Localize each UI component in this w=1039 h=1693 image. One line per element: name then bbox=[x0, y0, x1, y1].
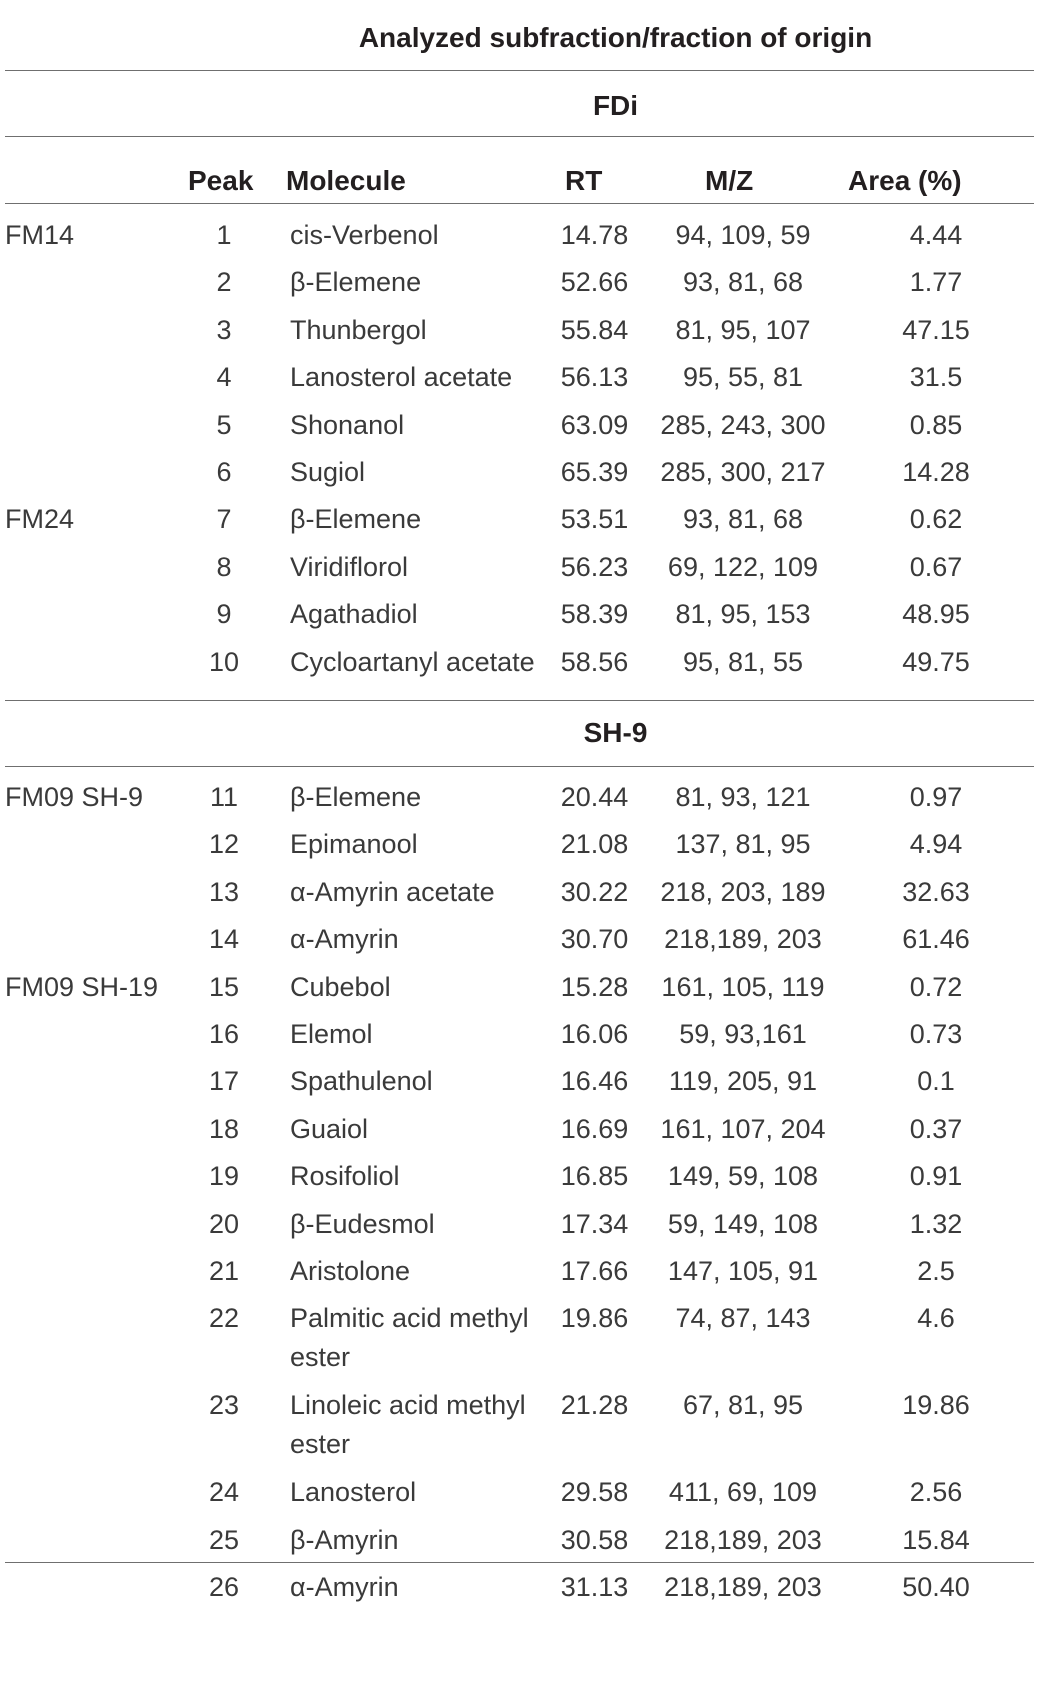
area-cell: 0.85 bbox=[909, 409, 963, 440]
molecule-cell: Aristolone bbox=[290, 1255, 411, 1286]
peak-cell: 24 bbox=[208, 1477, 240, 1508]
rt-cell: 30.70 bbox=[560, 924, 629, 955]
group-cell bbox=[5, 595, 182, 642]
table-row bbox=[5, 1252, 1034, 1299]
rt-cell: 30.22 bbox=[560, 876, 629, 907]
area-cell: 49.75 bbox=[902, 646, 970, 677]
area-cell: 4.6 bbox=[917, 1303, 955, 1334]
group-cell bbox=[5, 1015, 182, 1062]
group-cell bbox=[5, 920, 182, 967]
mz-cell: 285, 300, 217 bbox=[660, 456, 826, 487]
mz-cell: 59, 149, 108 bbox=[667, 1208, 819, 1239]
section-title-sh9: SH-9 bbox=[583, 717, 648, 748]
molecule-cell: Palmitic acid methyl ester bbox=[290, 1303, 529, 1373]
peak-cell: 16 bbox=[208, 1018, 240, 1049]
mz-cell: 81, 95, 107 bbox=[675, 314, 811, 345]
table-row bbox=[5, 263, 1034, 310]
rt-cell: 16.85 bbox=[560, 1161, 629, 1192]
group-cell bbox=[5, 548, 182, 595]
group-cell bbox=[5, 263, 182, 310]
table-row bbox=[5, 406, 1034, 453]
group-cell bbox=[5, 311, 182, 358]
table-row bbox=[5, 825, 1034, 872]
col-header-peak: Peak bbox=[188, 165, 254, 196]
table-row bbox=[5, 1521, 1034, 1568]
area-cell: 0.62 bbox=[909, 504, 963, 535]
peak-cell: 9 bbox=[216, 599, 232, 630]
molecule-cell: α-Amyrin acetate bbox=[290, 876, 495, 907]
mz-cell: 93, 81, 68 bbox=[682, 267, 804, 298]
table-row bbox=[5, 643, 1034, 690]
rt-cell: 17.66 bbox=[560, 1255, 629, 1286]
rt-cell: 63.09 bbox=[560, 409, 629, 440]
area-cell: 2.5 bbox=[917, 1255, 955, 1286]
molecule-cell: Thunbergol bbox=[290, 314, 427, 345]
col-header-rt: RT bbox=[565, 165, 603, 196]
mz-cell: 94, 109, 59 bbox=[675, 220, 811, 250]
table-row bbox=[5, 1062, 1034, 1109]
group-cell: FM09 SH-19 bbox=[5, 971, 159, 1002]
area-cell: 50.40 bbox=[902, 1572, 970, 1603]
mz-cell: 59, 93,161 bbox=[679, 1018, 807, 1049]
molecule-cell: β-Amyrin bbox=[290, 1524, 399, 1555]
rt-cell: 15.28 bbox=[560, 971, 629, 1002]
group-cell bbox=[5, 643, 182, 690]
mz-cell: 74, 87, 143 bbox=[675, 1303, 811, 1334]
area-cell: 2.56 bbox=[909, 1477, 963, 1508]
table-title: Analyzed subfraction/fraction of origin bbox=[358, 22, 873, 53]
group-cell bbox=[5, 825, 182, 872]
molecule-cell: Linoleic acid methyl ester bbox=[290, 1390, 526, 1460]
mz-cell: 81, 95, 153 bbox=[675, 599, 811, 630]
group-cell bbox=[5, 1473, 182, 1520]
peak-cell: 4 bbox=[216, 362, 232, 393]
group-cell bbox=[5, 1521, 182, 1568]
rt-cell: 55.84 bbox=[560, 314, 629, 345]
area-cell: 61.46 bbox=[902, 924, 970, 955]
molecule-cell: β-Elemene bbox=[290, 782, 422, 812]
mz-cell: 218, 203, 189 bbox=[660, 876, 826, 907]
sh9-table bbox=[5, 778, 1034, 1615]
area-cell: 19.86 bbox=[902, 1390, 970, 1421]
molecule-cell: Cycloartanyl acetate bbox=[290, 646, 535, 677]
mz-cell: 69, 122, 109 bbox=[667, 551, 819, 582]
group-cell bbox=[5, 406, 182, 453]
table-row bbox=[5, 358, 1034, 405]
area-cell: 4.44 bbox=[909, 220, 963, 250]
molecule-cell: α-Amyrin bbox=[290, 1572, 399, 1603]
section-title-fdi: FDi bbox=[592, 90, 639, 121]
rt-cell: 21.08 bbox=[560, 829, 629, 860]
rt-cell: 16.69 bbox=[560, 1113, 629, 1144]
area-cell: 0.72 bbox=[909, 971, 963, 1002]
area-cell: 14.28 bbox=[902, 456, 970, 487]
peak-cell: 21 bbox=[208, 1255, 240, 1286]
table-row bbox=[5, 548, 1034, 595]
molecule-cell: Rosifoliol bbox=[290, 1161, 400, 1192]
group-cell bbox=[5, 1157, 182, 1204]
molecule-cell: Guaiol bbox=[290, 1113, 369, 1144]
peak-cell: 17 bbox=[208, 1066, 240, 1097]
table-row bbox=[5, 1568, 1034, 1615]
mz-cell: 218,189, 203 bbox=[664, 1524, 822, 1555]
mz-cell: 411, 69, 109 bbox=[668, 1477, 818, 1508]
group-cell bbox=[5, 1110, 182, 1157]
peak-cell: 23 bbox=[208, 1390, 240, 1421]
mz-cell: 161, 107, 204 bbox=[660, 1113, 826, 1144]
rt-cell: 31.13 bbox=[560, 1572, 629, 1603]
table-row bbox=[5, 1110, 1034, 1157]
molecule-cell: β-Elemene bbox=[290, 504, 422, 535]
area-cell: 1.32 bbox=[909, 1208, 963, 1239]
mz-cell: 95, 81, 55 bbox=[682, 646, 804, 677]
mz-cell: 147, 105, 91 bbox=[667, 1255, 819, 1286]
divider bbox=[5, 70, 1034, 71]
group-cell bbox=[5, 1062, 182, 1109]
table-row bbox=[5, 968, 1034, 1015]
group-cell bbox=[5, 453, 182, 500]
group-cell: FM09 SH-9 bbox=[5, 782, 144, 812]
table-row bbox=[5, 1205, 1034, 1252]
mz-cell: 218,189, 203 bbox=[664, 924, 822, 955]
molecule-cell: α-Amyrin bbox=[290, 924, 399, 955]
group-cell: FM14 bbox=[5, 220, 75, 250]
peak-cell: 6 bbox=[216, 456, 232, 487]
table-row bbox=[5, 1157, 1034, 1204]
table-row bbox=[5, 920, 1034, 967]
divider bbox=[5, 1562, 1034, 1563]
mz-cell: 161, 105, 119 bbox=[661, 971, 825, 1002]
rt-cell: 58.56 bbox=[560, 646, 629, 677]
rt-cell: 65.39 bbox=[560, 456, 629, 487]
mz-cell: 285, 243, 300 bbox=[660, 409, 826, 440]
molecule-cell: Cubebol bbox=[290, 971, 391, 1002]
area-cell: 0.67 bbox=[909, 551, 963, 582]
group-cell bbox=[5, 873, 182, 920]
molecule-cell: Viridiflorol bbox=[290, 551, 409, 582]
group-cell bbox=[5, 1568, 182, 1615]
group-cell: FM24 bbox=[5, 504, 75, 535]
peak-cell: 19 bbox=[208, 1161, 240, 1192]
mz-cell: 137, 81, 95 bbox=[675, 829, 811, 860]
rt-cell: 29.58 bbox=[560, 1477, 629, 1508]
molecule-cell: β-Elemene bbox=[290, 267, 422, 298]
table-row bbox=[5, 1473, 1034, 1520]
mz-cell: 93, 81, 68 bbox=[682, 504, 804, 535]
molecule-cell: Spathulenol bbox=[290, 1066, 433, 1097]
molecule-cell: Elemol bbox=[290, 1018, 373, 1049]
peak-cell: 18 bbox=[208, 1113, 240, 1144]
molecule-cell: Shonanol bbox=[290, 409, 405, 440]
table-row bbox=[5, 311, 1034, 358]
divider bbox=[5, 203, 1034, 204]
molecule-cell: cis-Verbenol bbox=[290, 220, 439, 250]
molecule-cell: Lanosterol acetate bbox=[290, 362, 513, 393]
col-header-area: Area (%) bbox=[848, 165, 962, 196]
area-cell: 48.95 bbox=[902, 599, 970, 630]
mz-cell: 67, 81, 95 bbox=[682, 1390, 804, 1421]
area-cell: 32.63 bbox=[902, 876, 970, 907]
rt-cell: 16.06 bbox=[560, 1018, 629, 1049]
rt-cell: 30.58 bbox=[560, 1524, 629, 1555]
rt-cell: 16.46 bbox=[560, 1066, 629, 1097]
rt-cell: 19.86 bbox=[560, 1303, 629, 1334]
fdi-table bbox=[5, 216, 1034, 690]
rt-cell: 52.66 bbox=[560, 267, 629, 298]
divider bbox=[5, 700, 1034, 701]
peak-cell: 8 bbox=[216, 551, 232, 582]
table-row bbox=[5, 1015, 1034, 1062]
molecule-cell: Lanosterol bbox=[290, 1477, 417, 1508]
table-row bbox=[5, 778, 1034, 825]
col-header-mz: M/Z bbox=[705, 165, 754, 196]
molecule-cell: Sugiol bbox=[290, 456, 366, 487]
group-cell bbox=[5, 1386, 182, 1473]
peak-cell: 11 bbox=[209, 782, 239, 812]
area-cell: 4.94 bbox=[909, 829, 963, 860]
area-cell: 0.37 bbox=[909, 1113, 963, 1144]
peak-cell: 15 bbox=[208, 971, 240, 1002]
molecule-cell: Epimanool bbox=[290, 829, 418, 860]
area-cell: 0.97 bbox=[909, 782, 963, 812]
rt-cell: 20.44 bbox=[560, 782, 629, 812]
group-cell bbox=[5, 1205, 182, 1252]
group-cell bbox=[5, 1252, 182, 1299]
rt-cell: 56.23 bbox=[560, 551, 629, 582]
table-row bbox=[5, 1386, 1034, 1473]
peak-cell: 25 bbox=[208, 1524, 240, 1555]
molecule-cell: β-Eudesmol bbox=[290, 1208, 435, 1239]
peak-cell: 14 bbox=[208, 924, 240, 955]
rt-cell: 21.28 bbox=[560, 1390, 629, 1421]
peak-cell: 2 bbox=[216, 267, 232, 298]
peak-cell: 13 bbox=[208, 876, 240, 907]
divider bbox=[5, 766, 1034, 767]
table-row bbox=[5, 873, 1034, 920]
table-row bbox=[5, 595, 1034, 642]
area-cell: 15.84 bbox=[902, 1524, 970, 1555]
mz-cell: 95, 55, 81 bbox=[682, 362, 804, 393]
mz-cell: 119, 205, 91 bbox=[668, 1066, 818, 1097]
peak-cell: 3 bbox=[216, 314, 232, 345]
peak-cell: 22 bbox=[208, 1303, 240, 1334]
peak-cell: 26 bbox=[208, 1572, 240, 1603]
area-cell: 31.5 bbox=[909, 362, 963, 393]
peak-cell: 7 bbox=[216, 504, 232, 535]
mz-cell: 218,189, 203 bbox=[664, 1572, 822, 1603]
rt-cell: 56.13 bbox=[560, 362, 629, 393]
rt-cell: 14.78 bbox=[560, 220, 629, 250]
col-header-molecule: Molecule bbox=[286, 165, 406, 196]
area-cell: 47.15 bbox=[902, 314, 970, 345]
divider bbox=[5, 136, 1034, 137]
table-row bbox=[5, 500, 1034, 547]
rt-cell: 58.39 bbox=[560, 599, 629, 630]
area-cell: 0.73 bbox=[909, 1018, 963, 1049]
area-cell: 0.91 bbox=[909, 1161, 963, 1192]
area-cell: 0.1 bbox=[917, 1066, 955, 1097]
rt-cell: 53.51 bbox=[560, 504, 629, 535]
peak-cell: 10 bbox=[208, 646, 240, 677]
group-cell bbox=[5, 1299, 182, 1386]
rt-cell: 17.34 bbox=[560, 1208, 629, 1239]
molecule-cell: Agathadiol bbox=[290, 599, 418, 630]
mz-cell: 149, 59, 108 bbox=[667, 1161, 819, 1192]
peak-cell: 1 bbox=[216, 220, 232, 250]
table-row bbox=[5, 216, 1034, 263]
peak-cell: 20 bbox=[208, 1208, 240, 1239]
mz-cell: 81, 93, 121 bbox=[675, 782, 811, 812]
area-cell: 1.77 bbox=[909, 267, 963, 298]
table-row bbox=[5, 1299, 1034, 1386]
table-row bbox=[5, 453, 1034, 500]
peak-cell: 5 bbox=[216, 409, 232, 440]
group-cell bbox=[5, 358, 182, 405]
peak-cell: 12 bbox=[208, 829, 240, 860]
